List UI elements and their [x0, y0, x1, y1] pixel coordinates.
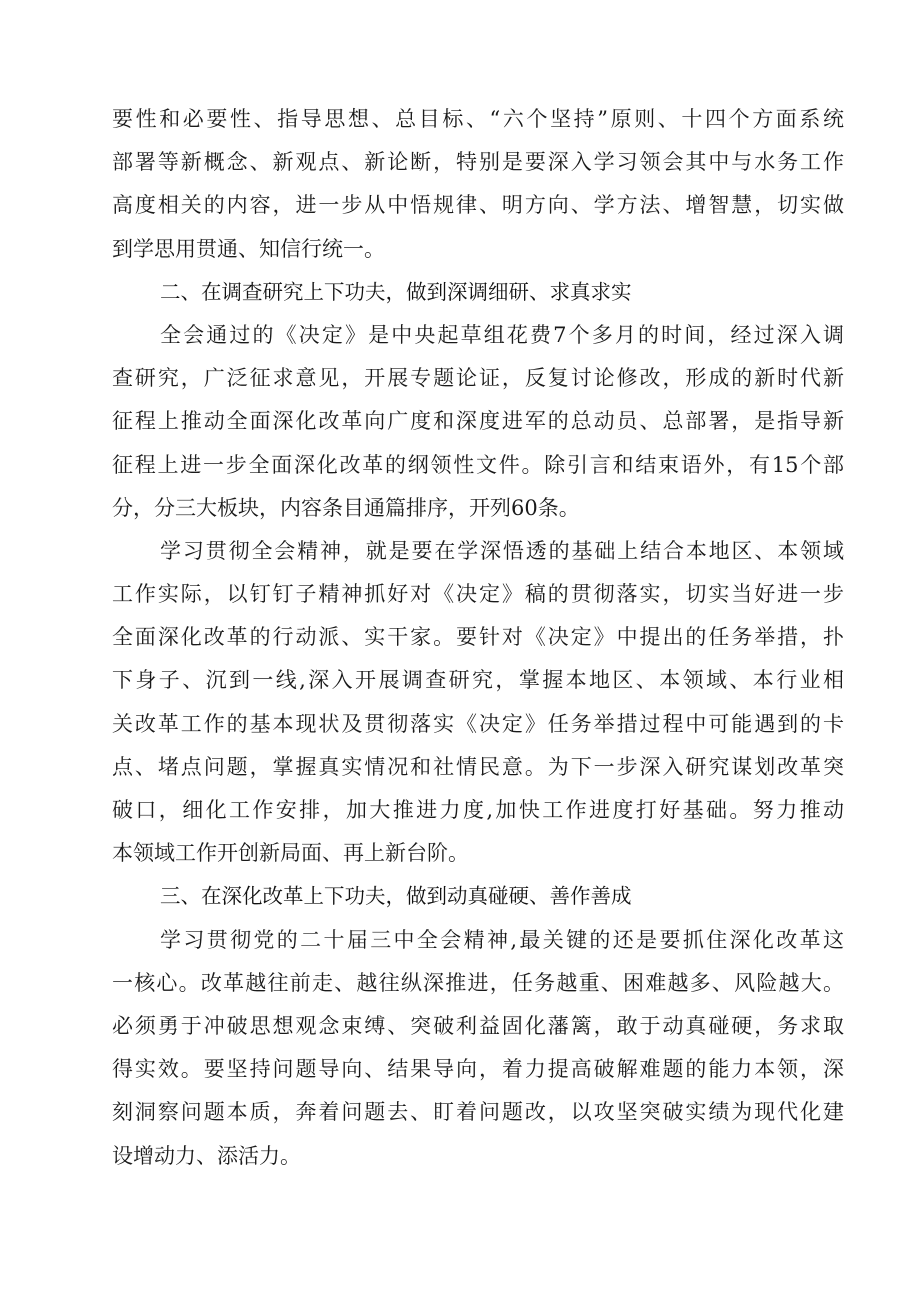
text-line: 本领域工作开创新局面、再上新台阶。: [112, 841, 469, 866]
text-line: 查研究，广泛征求意见，开展专题论证，反复讨论修改，形成的新时代新: [112, 366, 844, 391]
text-line: 得实效。要坚持问题导向、结果导向，着力提高破解难题的能力本领，深: [112, 1057, 844, 1082]
text-line: 破口，细化工作安排，加大推进力度,加快工作进度打好基础。努力推动: [112, 798, 844, 822]
text-line: 设增动力、添活力。: [112, 1143, 301, 1168]
text-line: 学习贯彻党的二十届三中全会精神,最关键的还是要抓住深化改革这: [160, 927, 844, 952]
paragraph-continued: [112, 98, 844, 271]
text-line: 关改革工作的基本现状及贯彻落实《决定》任务举措过程中可能遇到的卡: [112, 711, 844, 736]
text-line: 工作实际，以钉钉子精神抓好对《决定》稿的贯彻落实，切实当好进一步: [112, 582, 844, 607]
text-line: 征程上进一步全面深化改革的纲领性文件。除引言和结束语外，有15个部: [112, 452, 844, 477]
text-line: 高度相关的内容，进一步从中悟规律、明方向、学方法、增智慧，切实做: [112, 193, 844, 218]
section-heading-3: 三、在深化改革上下功夫，做到动真碰硬、善作善成: [160, 884, 632, 909]
text-line: 全面深化改革的行动派、实干家。要针对《决定》中提出的任务举措，扑: [112, 625, 844, 650]
paragraph-deepen-reform: [112, 919, 844, 1178]
text-line: 全会通过的《决定》是中央起草组花费7个多月的时间，经过深入调: [160, 322, 844, 347]
text-line: 点、堵点问题，掌握真实情况和社情民意。为下一步深入研究谋划改革突: [112, 754, 844, 779]
text-line: 必须勇于冲破思想观念束缚、突破利益固化藩篱，敢于动真碰硬，务求取: [112, 1013, 844, 1038]
text-line: 到学思用贯通、知信行统一。: [112, 236, 385, 261]
text-line: 一核心。改革越往前走、越往纵深推进，任务越重、困难越多、风险越大。: [112, 970, 844, 995]
document-page: [112, 98, 844, 1178]
text-line: 下身子、沉到一线,深入开展调查研究，掌握本地区、本领域、本行业相: [112, 668, 844, 693]
text-line: 部署等新概念、新观点、新论断，特别是要深入学习领会其中与水务工作: [112, 150, 844, 175]
section-heading-2: 二、在调查研究上下功夫，做到深调细研、求真求实: [160, 279, 632, 304]
text-line: 要性和必要性、指导思想、总目标、“六个坚持”原则、十四个方面系统: [112, 107, 844, 131]
paragraph-implementation: [112, 530, 844, 876]
text-line: 刻洞察问题本质，奔着问题去、盯着问题改，以攻坚突破实绩为现代化建: [112, 1100, 844, 1125]
text-line: 征程上推动全面深化改革向广度和深度进军的总动员、总部署，是指导新: [112, 409, 844, 434]
paragraph-decision-overview: [112, 314, 844, 530]
text-line: 学习贯彻全会精神，就是要在学深悟透的基础上结合本地区、本领域: [160, 538, 844, 563]
text-line: 分，分三大板块，内容条目通篇排序，开列60条。: [112, 495, 580, 520]
